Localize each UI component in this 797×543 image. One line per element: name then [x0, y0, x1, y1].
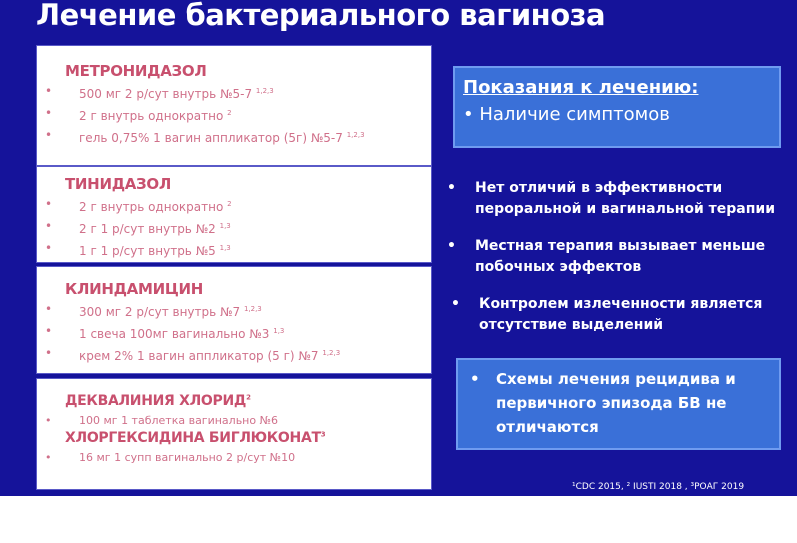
- drug-box-tinidazole: [36, 166, 432, 263]
- drug-box-antiseptics: [36, 378, 432, 490]
- dose-item: • 500 мг 2 р/сут внутрь №5-7 $^{1,2,3}$: [37, 82, 431, 104]
- drug-name: МЕТРОНИДАЗОЛ: [65, 62, 207, 80]
- recurrence-box: • Схемы лечения рецидива и первичного эпизода БВ не отличаются: [456, 358, 781, 450]
- references: ¹CDC 2015, ² IUSTI 2018 , ³РОАГ 2019: [572, 482, 745, 492]
- dose-item: • 1 г 1 р/сут внутрь №5 $^{1,3}$: [37, 239, 431, 261]
- drug-name: КЛИНДАМИЦИН: [65, 280, 203, 298]
- dose-item: • 16 мг 1 супп вагинально 2 р/сут №10: [37, 448, 431, 467]
- drug-box-metronidazole: [36, 45, 432, 166]
- indications-heading: Показания к лечению:: [463, 77, 699, 98]
- dose-item: • гель 0,75% 1 вагин аппликатор (5г) №5-7 $^{1,2,3}$: [37, 126, 431, 148]
- point-item: • Контролем излеченности является отсутствие выделений: [451, 294, 797, 336]
- drug-name: ТИНИДАЗОЛ: [65, 175, 172, 193]
- indications-item: • Наличие симптомов: [463, 104, 670, 125]
- indications-box: [453, 66, 781, 148]
- slide-title: Лечение бактериального вагиноза: [36, 0, 606, 32]
- drug-name: ХЛОРГЕКСИДИНА БИГЛЮКОНАТ$^3$: [65, 430, 326, 446]
- drug-name: ДЕКВАЛИНИЯ ХЛОРИД$^2$: [65, 393, 251, 409]
- dose-item: • 2 г 1 р/сут внутрь №2 $^{1,3}$: [37, 217, 431, 239]
- point-item: • Местная терапия вызывает меньше побочных эффектов: [447, 236, 797, 278]
- dose-item: • крем 2% 1 вагин аппликатор (5 г) №7 $^{1,2,3}$: [37, 344, 431, 366]
- dose-item: • 100 мг 1 таблетка вагинально №6: [37, 411, 431, 430]
- point-item: • Нет отличий в эффективности пероральной и вагинальной терапии: [447, 178, 797, 220]
- drug-box-clindamycin: [36, 266, 432, 374]
- dose-item: • 2 г внутрь однократно $^2$: [37, 195, 431, 217]
- dose-item: • 1 свеча 100мг вагинально №3 $^{1,3}$: [37, 322, 431, 344]
- dose-item: • 300 мг 2 р/сут внутрь №7 $^{1,2,3}$: [37, 300, 431, 322]
- dose-item: • 2 г внутрь однократно $^2$: [37, 104, 431, 126]
